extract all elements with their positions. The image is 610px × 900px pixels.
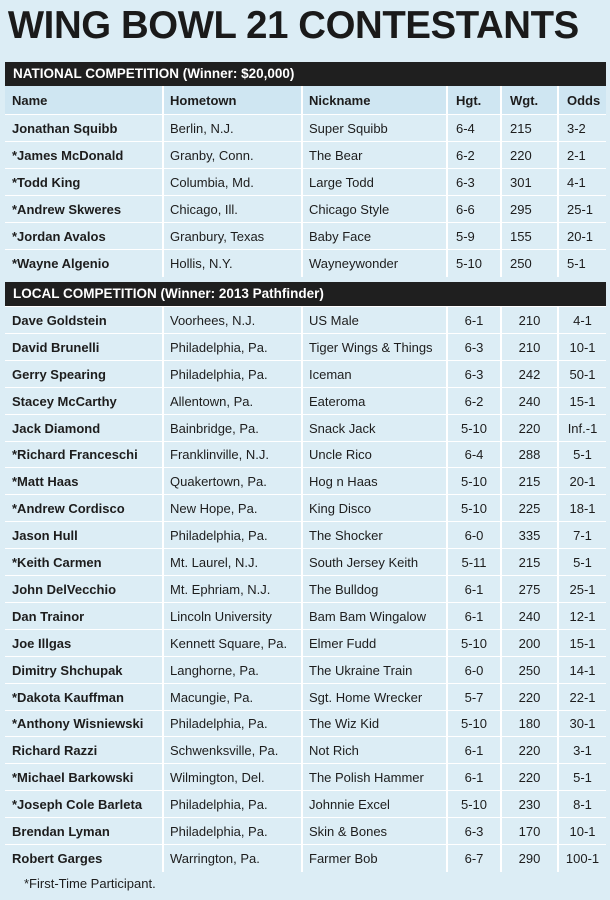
height-cell: 6-4 [464,447,484,463]
table-row [5,222,606,250]
odds-cell: 14-1 [569,662,596,678]
weight-cell: 225 [518,501,541,517]
hometown-cell: Hollis, N.Y. [170,256,233,271]
odds-cell: 4-1 [567,175,586,190]
odds-cell: 20-1 [567,229,594,244]
weight-cell: 288 [518,447,541,463]
odds-cell: Inf.-1 [567,420,598,436]
nickname-cell: Johnnie Excel [309,797,390,813]
odds-cell: 25-1 [569,581,596,597]
table-row [5,494,606,522]
nickname-cell: The Shocker [309,528,383,544]
height-cell: 6-3 [464,824,484,840]
weight-cell: 230 [518,797,541,813]
table-row [5,790,606,818]
odds-cell: 25-1 [567,202,594,217]
table-row [5,602,606,630]
footnote: *First-Time Participant. [24,876,156,891]
name-cell: Jack Diamond [12,420,101,436]
hometown-cell: Macungie, Pa. [170,689,254,705]
weight-cell: 301 [510,175,532,190]
weight-cell: 220 [518,689,541,705]
nickname-cell: The Wiz Kid [309,716,380,732]
height-cell: 5-10 [456,256,483,271]
nickname-cell: Tiger Wings & Things [309,339,433,355]
name-cell: Brendan Lyman [12,824,110,840]
nickname-cell: Bam Bam Wingalow [309,608,427,624]
name-cell: *Andrew Skweres [12,202,122,217]
height-cell: 6-4 [456,121,475,136]
hometown-cell: Granby, Conn. [170,148,254,163]
weight-cell: 275 [518,581,541,597]
name-cell: *Dakota Kauffman [12,689,124,705]
odds-cell: 15-1 [569,393,596,409]
odds-cell: 22-1 [569,689,596,705]
weight-cell: 250 [510,256,532,271]
height-cell: 5-10 [460,716,488,732]
table-row [5,414,606,442]
table-row [5,629,606,657]
column-divider [301,86,303,114]
weight-cell: 335 [518,528,541,544]
height-cell: 6-1 [464,581,484,597]
column-header-name: Name [12,92,48,108]
table-row [5,360,606,388]
hometown-cell: Philadelphia, Pa. [170,716,268,732]
table-row [5,736,606,764]
table-row [5,249,606,277]
height-cell: 5-9 [456,229,475,244]
weight-cell: 250 [518,662,541,678]
name-cell: Dimitry Shchupak [12,662,123,678]
weight-cell: 200 [518,635,541,651]
height-cell: 6-6 [456,202,475,217]
odds-cell: 18-1 [569,501,596,517]
odds-cell: 50-1 [569,366,596,382]
name-cell: *Joseph Cole Barleta [12,797,143,813]
table-row [5,168,606,196]
height-cell: 5-10 [460,474,488,490]
name-cell: *Andrew Cordisco [12,501,125,517]
hometown-cell: Voorhees, N.J. [170,312,256,328]
name-cell: *Todd King [12,175,81,190]
weight-cell: 220 [518,743,541,759]
table-row [5,441,606,469]
height-cell: 6-1 [464,608,484,624]
weight-cell: 180 [518,716,541,732]
weight-cell: 215 [518,474,541,490]
height-cell: 6-3 [464,339,484,355]
hometown-cell: Columbia, Md. [170,175,254,190]
column-divider [162,86,164,114]
odds-cell: 100-1 [565,850,600,866]
column-divider [557,86,559,114]
nickname-cell: Eateroma [309,393,366,409]
nickname-cell: Snack Jack [309,420,376,436]
odds-cell: 3-2 [567,121,586,136]
nickname-cell: Baby Face [309,229,372,244]
weight-cell: 240 [518,608,541,624]
hometown-cell: Bainbridge, Pa. [170,420,259,436]
hometown-cell: Philadelphia, Pa. [170,824,268,840]
hometown-cell: Kennett Square, Pa. [170,635,288,651]
name-cell: Jonathan Squibb [12,121,118,136]
table-row [5,656,606,684]
odds-cell: 5-1 [573,770,592,786]
column-header-height: Hgt. [456,92,482,108]
hometown-cell: Philadelphia, Pa. [170,366,268,382]
height-cell: 5-10 [460,501,488,517]
table-row [5,387,606,415]
weight-cell: 220 [510,148,532,163]
nickname-cell: Sgt. Home Wrecker [309,689,423,705]
odds-cell: 2-1 [567,148,586,163]
height-cell: 6-3 [456,175,475,190]
table-row [5,306,606,334]
hometown-cell: Mt. Ephriam, N.J. [170,581,271,597]
table-row [5,114,606,142]
height-cell: 6-2 [456,148,475,163]
weight-cell: 295 [510,202,532,217]
odds-cell: 20-1 [569,474,596,490]
column-header-nickname: Nickname [309,92,371,108]
nickname-cell: Farmer Bob [309,850,378,866]
nickname-cell: Uncle Rico [309,447,372,463]
table-row [5,817,606,845]
nickname-cell: The Bear [309,148,363,163]
height-cell: 6-1 [464,743,484,759]
odds-cell: 5-1 [573,447,592,463]
name-cell: Stacey McCarthy [12,393,117,409]
local-section-heading: LOCAL COMPETITION (Winner: 2013 Pathfinder) [5,282,606,306]
table-row [5,548,606,576]
nickname-cell: King Disco [309,501,372,517]
nickname-cell: Wayneywonder [309,256,399,271]
odds-cell: 4-1 [573,312,592,328]
name-cell: Robert Garges [12,850,103,866]
nickname-cell: South Jersey Keith [309,555,419,571]
odds-cell: 8-1 [573,797,592,813]
odds-cell: 5-1 [567,256,586,271]
hometown-cell: Berlin, N.J. [170,121,234,136]
name-cell: *Richard Franceschi [12,447,138,463]
name-cell: Jason Hull [12,528,78,544]
column-header-weight: Wgt. [510,92,539,108]
table-row [5,195,606,223]
column-divider [500,86,502,114]
table-row [5,763,606,791]
name-cell: *Wayne Algenio [12,256,110,271]
odds-cell: 30-1 [569,716,596,732]
hometown-cell: Philadelphia, Pa. [170,528,268,544]
weight-cell: 170 [518,824,541,840]
hometown-cell: Franklinville, N.J. [170,447,269,463]
name-cell: Gerry Spearing [12,366,106,382]
table-row [5,521,606,549]
nickname-cell: Chicago Style [309,202,390,217]
nickname-cell: Iceman [309,366,352,382]
table-row [5,575,606,603]
name-cell: *Jordan Avalos [12,229,106,244]
weight-cell: 155 [510,229,532,244]
weight-cell: 215 [510,121,532,136]
national-column-header-row [5,86,606,114]
name-cell: *Keith Carmen [12,555,102,571]
name-cell: *Michael Barkowski [12,770,134,786]
table-row [5,683,606,711]
nickname-cell: The Ukraine Train [309,662,413,678]
column-header-hometown: Hometown [170,92,237,108]
hometown-cell: Mt. Laurel, N.J. [170,555,259,571]
odds-cell: 10-1 [569,824,596,840]
height-cell: 5-11 [461,555,487,571]
hometown-cell: Allentown, Pa. [170,393,254,409]
table-row [5,844,606,872]
weight-cell: 220 [518,420,541,436]
nickname-cell: The Polish Hammer [309,770,424,786]
weight-cell: 290 [518,850,541,866]
hometown-cell: Schwenksville, Pa. [170,743,279,759]
name-cell: John DelVecchio [12,581,117,597]
hometown-cell: Philadelphia, Pa. [170,797,268,813]
table-row [5,710,606,738]
height-cell: 6-2 [464,393,484,409]
nickname-cell: Not Rich [309,743,359,759]
height-cell: 6-3 [464,366,484,382]
height-cell: 6-7 [464,850,484,866]
weight-cell: 215 [518,555,541,571]
nickname-cell: Super Squibb [309,121,388,136]
odds-cell: 5-1 [573,555,592,571]
height-cell: 5-10 [460,420,488,436]
odds-cell: 12-1 [569,608,596,624]
hometown-cell: Chicago, Ill. [170,202,238,217]
weight-cell: 220 [518,770,541,786]
name-cell: Dave Goldstein [12,312,107,328]
column-header-odds: Odds [567,92,601,108]
page-title: WING BOWL 21 CONTESTANTS [7,4,579,47]
hometown-cell: Wilmington, Del. [170,770,265,786]
table-row [5,141,606,169]
table-row [5,467,606,495]
nickname-cell: Hog n Haas [309,474,378,490]
name-cell: *Matt Haas [12,474,79,490]
hometown-cell: New Hope, Pa. [170,501,258,517]
nickname-cell: The Bulldog [309,581,379,597]
name-cell: Richard Razzi [12,743,98,759]
nickname-cell: US Male [309,312,359,328]
nickname-cell: Skin & Bones [309,824,388,840]
nickname-cell: Elmer Fudd [309,635,377,651]
height-cell: 6-1 [464,770,484,786]
hometown-cell: Granbury, Texas [170,229,265,244]
weight-cell: 240 [518,393,541,409]
height-cell: 5-10 [460,797,488,813]
hometown-cell: Quakertown, Pa. [170,474,267,490]
weight-cell: 242 [518,366,541,382]
hometown-cell: Philadelphia, Pa. [170,339,268,355]
height-cell: 6-1 [464,312,484,328]
hometown-cell: Lincoln University [170,608,272,624]
name-cell: Dan Trainor [12,608,85,624]
weight-cell: 210 [518,312,541,328]
odds-cell: 3-1 [573,743,592,759]
name-cell: David Brunelli [12,339,100,355]
name-cell: *James McDonald [12,148,124,163]
odds-cell: 7-1 [573,528,592,544]
height-cell: 5-7 [464,689,484,705]
height-cell: 6-0 [464,662,484,678]
column-divider [446,86,448,114]
name-cell: *Anthony Wisniewski [12,716,144,732]
table-row [5,333,606,361]
hometown-cell: Warrington, Pa. [170,850,260,866]
odds-cell: 10-1 [569,339,596,355]
national-section-heading: NATIONAL COMPETITION (Winner: $20,000) [5,62,606,86]
weight-cell: 210 [518,339,541,355]
name-cell: Joe Illgas [12,635,72,651]
height-cell: 6-0 [464,528,484,544]
height-cell: 5-10 [460,635,488,651]
nickname-cell: Large Todd [309,175,374,190]
hometown-cell: Langhorne, Pa. [170,662,259,678]
odds-cell: 15-1 [569,635,596,651]
